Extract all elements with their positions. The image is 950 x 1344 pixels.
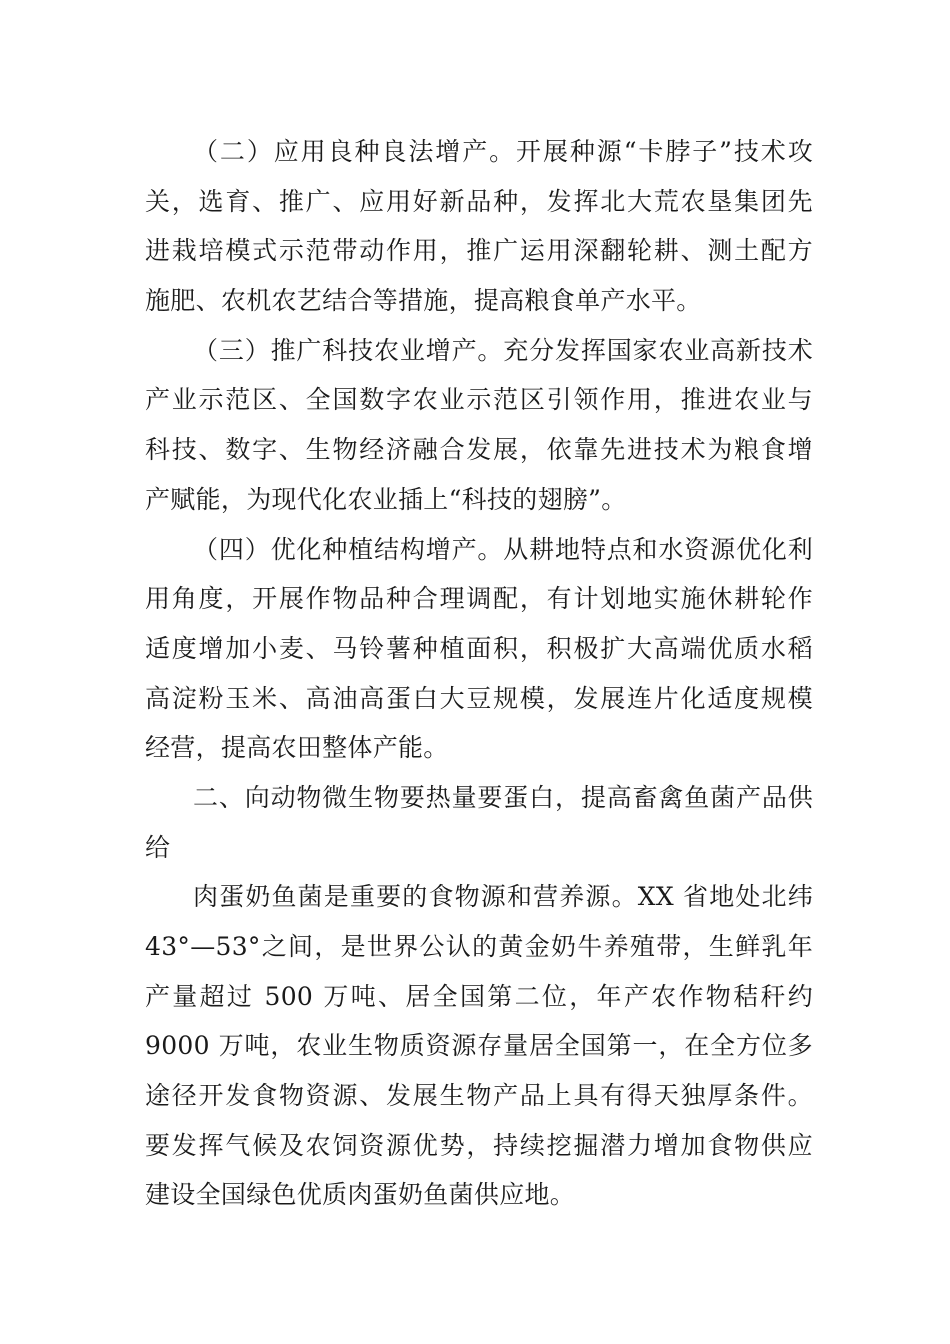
text-line: 要发挥气候及农饲资源优势，持续挖掘潜力增加食物供应 bbox=[145, 1130, 813, 1160]
paragraph-animal-products bbox=[145, 872, 813, 1220]
heading-line: 二、向动物微生物要热量要蛋白，提高畜禽鱼菌产品供 bbox=[193, 782, 813, 812]
text-line: （四）优化种植结构增产。从耕地特点和水资源优化利 bbox=[193, 534, 813, 564]
paragraph-tech-agriculture bbox=[145, 326, 813, 525]
text-line: 用角度，开展作物品种合理调配，有计划地实施休耕轮作 bbox=[145, 584, 813, 614]
text-line: 高淀粉玉米、高油高蛋白大豆规模，发展连片化适度规模 bbox=[145, 683, 813, 713]
text-line: 产赋能，为现代化农业插上“科技的翅膀”。 bbox=[145, 484, 627, 514]
text-line: （三）推广科技农业增产。充分发挥国家农业高新技术 bbox=[193, 335, 813, 365]
paragraph-seed-methods bbox=[145, 127, 813, 326]
section-heading bbox=[145, 773, 813, 872]
text-line: 科技、数字、生物经济融合发展，依靠先进技术为粮食增 bbox=[145, 435, 813, 465]
text-line: 产业示范区、全国数字农业示范区引领作用，推进农业与 bbox=[145, 385, 813, 415]
text-line: 途径开发食物资源、发展生物产品上具有得天独厚条件。 bbox=[145, 1081, 813, 1111]
text-line: （二）应用良种良法增产。开展种源“卡脖子”技术攻 bbox=[193, 137, 813, 166]
text-line: 关，选育、推广、应用好新品种，发挥北大荒农垦集团先 bbox=[145, 186, 813, 216]
text-line: 经营，提高农田整体产能。 bbox=[145, 733, 449, 763]
paragraph-planting-structure bbox=[145, 525, 813, 773]
text-line: 产量超过 500 万吨、居全国第二位，年产农作物秸秆约 bbox=[145, 981, 813, 1011]
text-line: 施肥、农机农艺结合等措施，提高粮食单产水平。 bbox=[145, 286, 702, 316]
text-line: 43°—53°之间，是世界公认的黄金奶牛养殖带，生鲜乳年 bbox=[145, 932, 813, 961]
text-line: 肉蛋奶鱼菌是重要的食物源和营养源。XX 省地处北纬 bbox=[193, 882, 813, 912]
text-line: 建设全国绿色优质肉蛋奶鱼菌供应地。 bbox=[145, 1180, 576, 1210]
heading-line: 给 bbox=[145, 832, 171, 862]
text-line: 进栽培模式示范带动作用，推广运用深翻轮耕、测土配方 bbox=[145, 236, 813, 266]
document-body bbox=[145, 127, 813, 1220]
text-line: 9000 万吨，农业生物质资源存量居全国第一，在全方位多 bbox=[145, 1031, 813, 1061]
text-line: 适度增加小麦、马铃薯种植面积，积极扩大高端优质水稻 bbox=[145, 633, 813, 663]
